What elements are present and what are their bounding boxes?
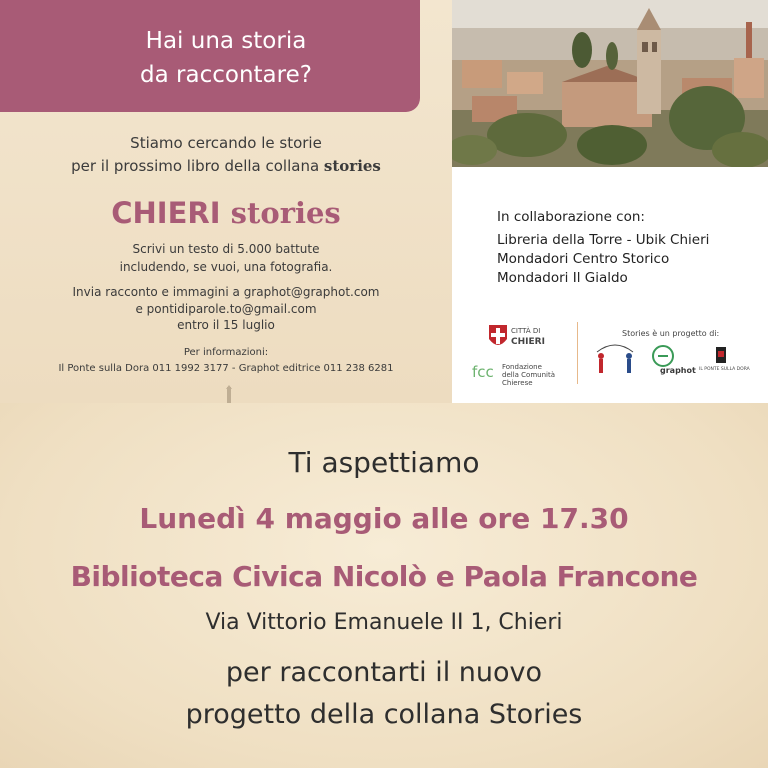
partner-1: Libreria della Torre - Ubik Chieri (497, 232, 710, 248)
headline-banner (0, 0, 420, 112)
fondazione-line-2: della Comunità (502, 371, 555, 379)
instruction-line-1: Scrivi un testo di 5.000 battute (132, 242, 320, 256)
chieri-skyline-icon (452, 0, 768, 167)
intro-line-1: Stiamo cercando le storie (130, 134, 322, 152)
graphot-label: graphot (660, 366, 696, 375)
info-title: Per informazioni: (183, 347, 269, 358)
instruction-line-2: includendo, se vuoi, una fotografia. (119, 260, 333, 274)
instruction-line-3: Invia racconto e immagini a graphot@graphot.com (72, 285, 380, 299)
partner-2: Mondadori Centro Storico (497, 251, 670, 267)
collab-title: In collaborazione con: (497, 209, 645, 225)
partner-3: Mondadori Il Gialdo (497, 270, 628, 286)
event-date: Lunedì 4 maggio alle ore 17.30 (139, 502, 629, 535)
headline-line-2: da raccontare? (140, 62, 312, 88)
svg-text:fcc: fcc (472, 363, 494, 381)
tower-watermark-icon (222, 385, 236, 403)
brand-word-chieri: CHIERI (111, 196, 221, 230)
town-photo (452, 0, 768, 167)
logo-divider (577, 322, 578, 384)
brand-word-stories: stories (230, 196, 341, 230)
project-label: Stories è un progetto di: (622, 329, 720, 338)
instruction-line-5: entro il 15 luglio (177, 318, 275, 332)
fondazione-line-1: Fondazione (502, 363, 542, 371)
call-panel (0, 0, 452, 403)
event-purpose-line-1: per raccontarti il nuovo (225, 657, 543, 688)
info-contacts: Il Ponte sulla Dora 011 1992 3177 - Graphot editrice 011 238 6281 (58, 363, 394, 374)
event-address: Via Vittorio Emanuele II 1, Chieri (205, 610, 563, 635)
ponte-dora-logo-icon (710, 345, 732, 367)
brand-title (0, 196, 452, 230)
intro-brand: stories (323, 157, 381, 175)
event-venue: Biblioteca Civica Nicolò e Paola Francone (70, 560, 698, 593)
citta-chieri-crest-icon (487, 323, 509, 351)
instruction-line-4: e pontidiparole.to@gmail.com (135, 302, 317, 316)
event-purpose-line-2: progetto della collana Stories (185, 699, 583, 730)
ponti-di-parole-logo-icon (593, 340, 637, 378)
event-panel (0, 403, 768, 768)
event-lead: Ti aspettiamo (288, 446, 480, 479)
headline-line-1: Hai una storia (145, 28, 307, 54)
fondazione-logo-icon (472, 362, 502, 382)
citta-line-2: CHIERI (511, 337, 545, 347)
citta-line-1: CITTÀ DI (511, 327, 541, 335)
fondazione-line-3: Chierese (502, 379, 533, 387)
ponte-label: IL PONTE SULLA DORA (699, 367, 750, 372)
intro-line-2 (0, 157, 452, 175)
intro-line-2-text: per il prossimo libro della collana (71, 157, 324, 175)
